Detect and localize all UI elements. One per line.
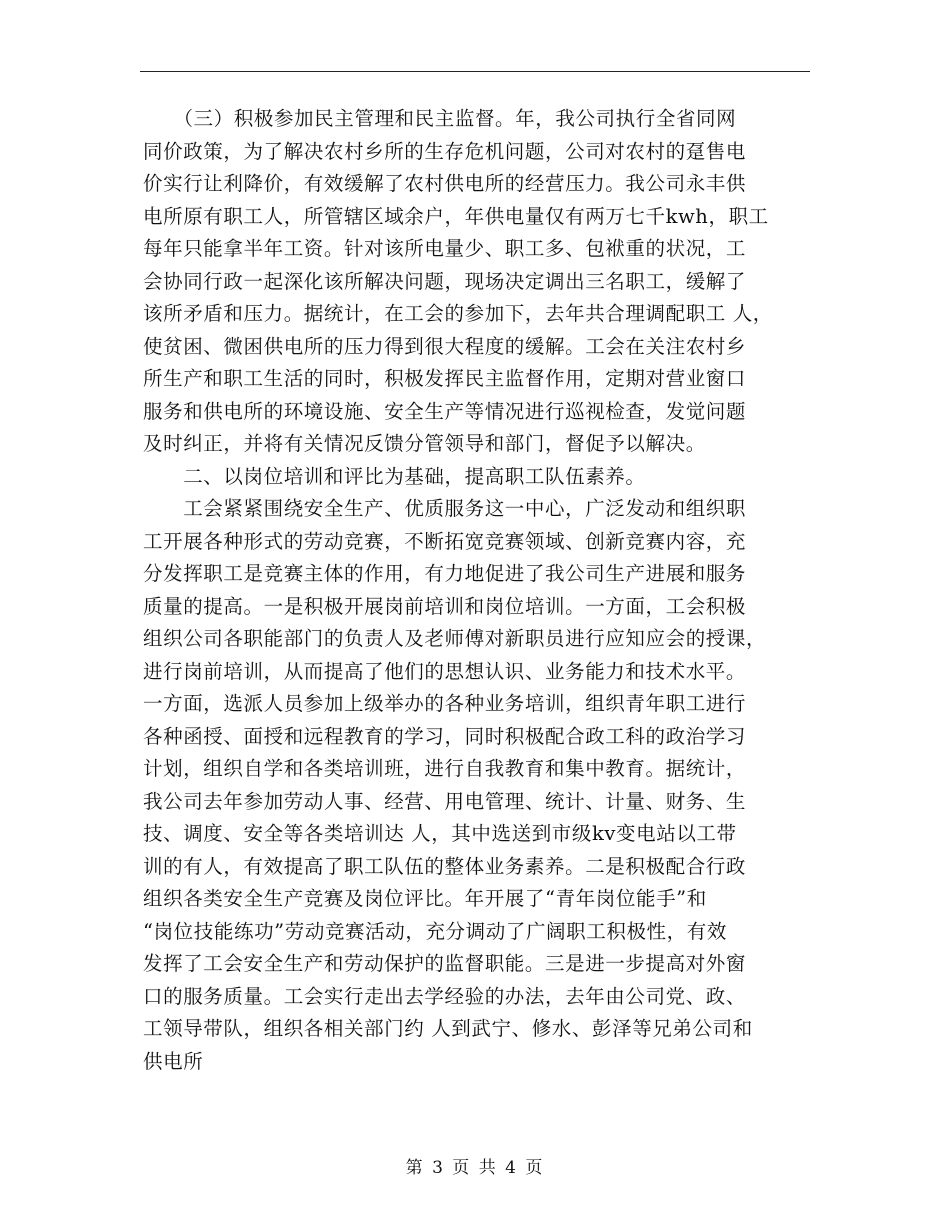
- text-line: 价实行让利降价，有效缓解了农村供电所的经营压力。我公司永丰供: [143, 172, 747, 195]
- text-line: 每年只能拿半年工资。针对该所电量少、职工多、包袱重的状况，工: [143, 237, 747, 260]
- header-rule: [140, 71, 810, 72]
- text-line: 技、调度、安全等各类培训达 人，其中选送到市级kv变电站以工带: [143, 822, 737, 845]
- text-line: 训的有人，有效提高了职工队伍的整体业务素养。二是积极配合行政: [143, 854, 747, 878]
- text-line: 同价政策，为了解决农村乡所的生存危机问题，公司对农村的趸售电: [143, 139, 747, 163]
- text-line: 使贫困、微困供电所的压力得到很大程度的缓解。工会在关注农村乡: [143, 334, 747, 358]
- text-line: 各种函授、面授和远程教育的学习，同时积极配合政工科的政治学习: [143, 724, 747, 748]
- text-line: 工领导带队，组织各相关部门约 人到武宁、修水、彭泽等兄弟公司和: [143, 1017, 753, 1040]
- text-line: 及时纠正，并将有关情况反馈分管领导和部门，督促予以解决。: [143, 432, 706, 455]
- section-heading: 二、以岗位培训和评比为基础，提高职工队伍素养。: [143, 464, 646, 488]
- text-line: 该所矛盾和压力。据统计，在工会的参加下，去年共合理调配职工 人，: [143, 302, 773, 325]
- text-line: 计划，组织自学和各类培训班，进行自我教育和集中教育。据统计，: [143, 757, 747, 780]
- text-line: 我公司去年参加劳动人事、经营、用电管理、统计、计量、财务、生: [143, 789, 747, 813]
- text-line: 供电所: [143, 1049, 204, 1073]
- text-line: 分发挥职工是竞赛主体的作用，有力地促进了我公司生产进展和服务: [143, 562, 747, 585]
- text-line: 组织各类安全生产竞赛及岗位评比。年开展了“青年岗位能手”和: [143, 887, 707, 910]
- text-line: 口的服务质量。工会实行走出去学经验的办法，去年由公司党、政、: [143, 984, 747, 1008]
- text-line: 一方面，选派人员参加上级举办的各种业务培训，组织青年职工进行: [143, 692, 747, 715]
- text-line: “岗位技能练功”劳动竞赛活动，充分调动了广阔职工积极性，有效: [143, 919, 727, 943]
- document-body: [143, 103, 823, 1078]
- text-line: （三）积极参加民主管理和民主监督。年，我公司执行全省同网: [143, 107, 737, 130]
- text-line: 质量的提高。一是积极开展岗前培训和岗位培训。一方面，工会积极: [143, 594, 747, 618]
- text-line: 发挥了工会安全生产和劳动保护的监督职能。三是进一步提高对外窗: [143, 952, 747, 975]
- text-line: 服务和供电所的环境设施、安全生产等情况进行巡视检查，发觉问题: [143, 399, 747, 423]
- text-line: 所生产和职工生活的同时，积极发挥民主监督作用，定期对营业窗口: [143, 367, 747, 390]
- text-line: 电所原有职工人，所管辖区域余户，年供电量仅有两万七千kwh，职工: [143, 204, 769, 228]
- text-line: 工会紧紧围绕安全生产、优质服务这一中心，广泛发动和组织职: [143, 497, 747, 520]
- text-line: 组织公司各职能部门的负责人及老师傅对新职员进行应知应会的授课，: [143, 627, 767, 650]
- text-line: 会协同行政一起深化该所解决问题，现场决定调出三名职工，缓解了: [143, 269, 747, 293]
- page-footer: 第 3 页 共 4 页: [405, 1158, 545, 1178]
- text-line: 工开展各种形式的劳动竞赛，不断拓宽竞赛领域、创新竞赛内容，充: [143, 529, 747, 553]
- text-line: 进行岗前培训，从而提高了他们的思想认识、业务能力和技术水平。: [143, 659, 747, 683]
